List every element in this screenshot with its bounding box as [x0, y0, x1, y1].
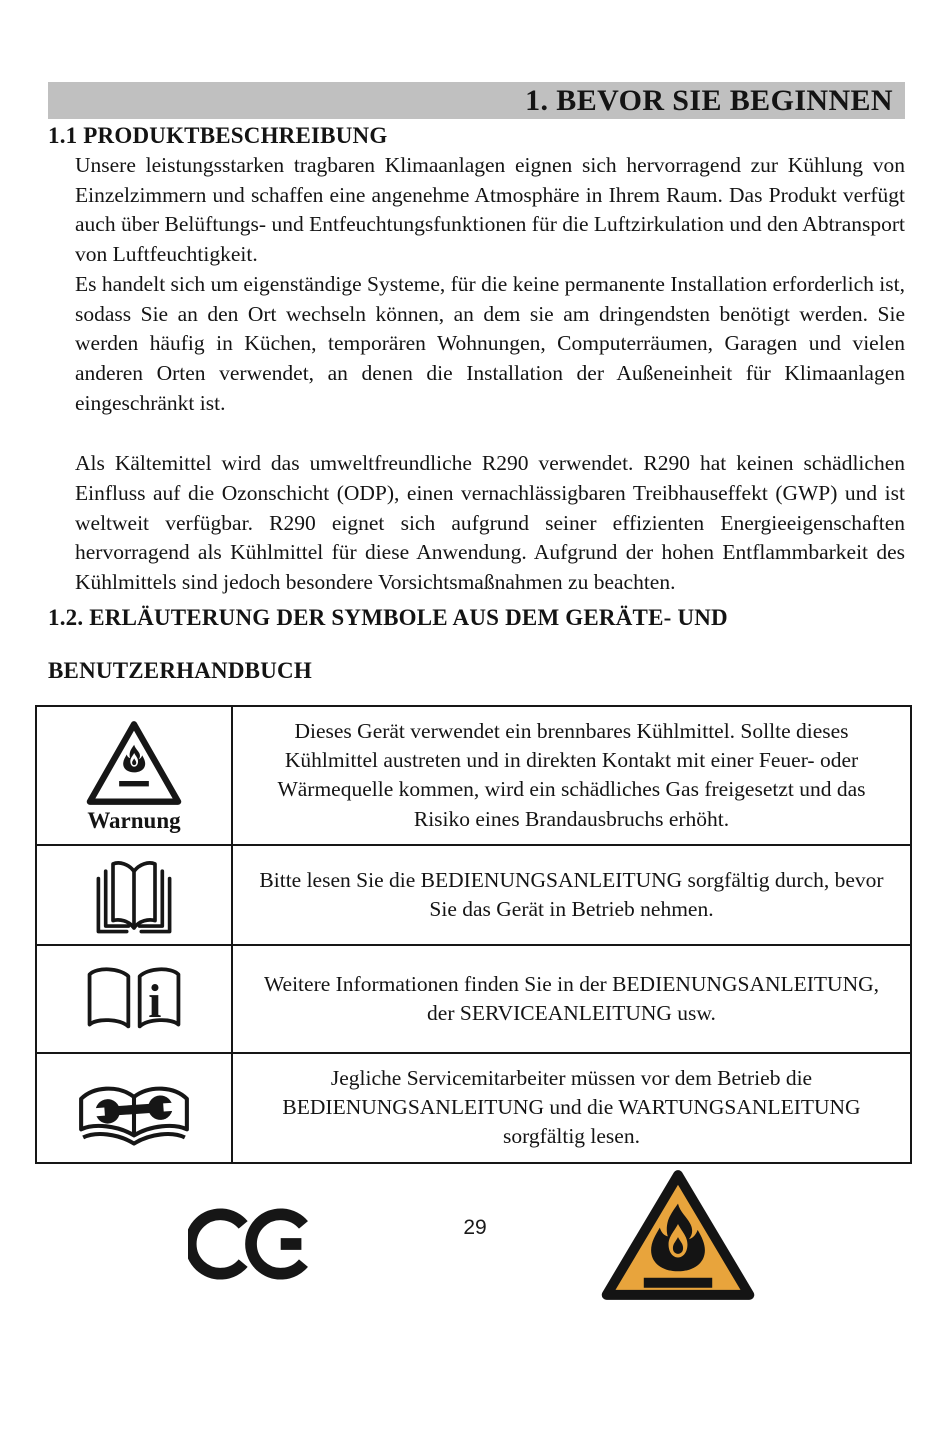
table-row	[36, 845, 911, 945]
flammable-material-warning-sign-icon	[599, 1168, 757, 1302]
symbol-description: Dieses Gerät verwendet ein brennbares Kühlmittel. Sollte dieses Kühlmittel austreten und in direkten Kontakt mit einer Feuer- oder Wärmequelle kommen, wird ein schädliches Gas freigesetzt und das Risiko eines Brandausbruchs erhöht.	[232, 706, 911, 845]
svg-text:i: i	[148, 975, 162, 1028]
blank-line	[75, 418, 905, 449]
page-title: 1. BEVOR SIE BEGINNEN	[525, 84, 893, 117]
open-book-icon	[37, 853, 231, 937]
section-1-1-body	[75, 151, 905, 598]
paragraph: Es handelt sich um eigenständige Systeme, für die keine permanente Installation erforderlich ist, sodass Sie an den Ort wechseln können, an dem sie am dringendsten benötigt werden. Sie werden häufig in Küchen, temporären Wohnungen, Computerräumen, Garagen und vielen anderen Orten verwendet, an denen die Installation der Außeneinheit für Klimaanlagen eingeschränkt ist.	[75, 271, 905, 415]
symbol-cell	[36, 945, 232, 1053]
symbol-cell	[36, 1053, 232, 1163]
symbol-description: Weitere Informationen finden Sie in der BEDIENUNGSANLEITUNG, der SERVICEANLEITUNG usw.	[232, 945, 911, 1053]
paragraph: Unsere leistungsstarken tragbaren Klimaanlagen eignen sich hervorragend zur Kühlung von Einzelzimmern und schaffen eine angenehme Atmosphäre in Ihrem Raum. Das Produkt verfügt auch über Belüftungs- und Entfeuchtungsfunktionen für die Luftzirkulation und den Abtransport von Luftfeuchtigkeit.	[75, 153, 905, 267]
symbol-description: Bitte lesen Sie die BEDIENUNGSANLEITUNG sorgfältig durch, bevor Sie das Gerät in Betrieb nehmen.	[232, 845, 911, 945]
page-footer	[0, 1164, 950, 1306]
manual-page	[0, 82, 950, 1446]
table-row	[36, 945, 911, 1053]
table-row	[36, 706, 911, 845]
warning-label: Warnung	[87, 807, 181, 833]
open-book-info-icon	[37, 962, 231, 1036]
symbol-cell	[36, 845, 232, 945]
flame-warning-triangle-icon	[37, 718, 231, 808]
ce-mark-icon	[188, 1200, 314, 1288]
symbol-explanation-table	[35, 705, 912, 1164]
paragraph: Als Kältemittel wird das umweltfreundliche R290 verwendet. R290 hat keinen schädlichen Einfluss auf die Ozonschicht (ODP), einen vernachlässigbaren Treibhauseffekt (GWP) und ist weltweit verfügbar. R290 eignet sich aufgrund seiner effizienten Energieeigenschaften hervorragend als Kühlmittel für diese Anwendung. Aufgrund der hohen Entflammbarkeit des Kühlmittels sind jedoch besondere Vorsichtsmaßnahmen zu beachten.	[75, 451, 905, 595]
heading-1-2-line2: BENUTZERHANDBUCH	[48, 657, 312, 683]
section-header-bar	[48, 82, 905, 119]
heading-1-2-line1: 1.2. ERLÄUTERUNG DER SYMBOLE AUS DEM GERÄTE- UND	[48, 604, 728, 630]
table-row	[36, 1053, 911, 1163]
symbol-cell	[36, 706, 232, 845]
heading-1-1: 1.1 PRODUKTBESCHREIBUNG	[48, 123, 388, 148]
open-book-wrench-icon	[37, 1064, 231, 1152]
page-number: 29	[463, 1215, 487, 1239]
symbol-description: Jegliche Servicemitarbeiter müssen vor dem Betrieb die BEDIENUNGSANLEITUNG und die WARTUNGSANLEITUNG sorgfältig lesen.	[232, 1053, 911, 1163]
